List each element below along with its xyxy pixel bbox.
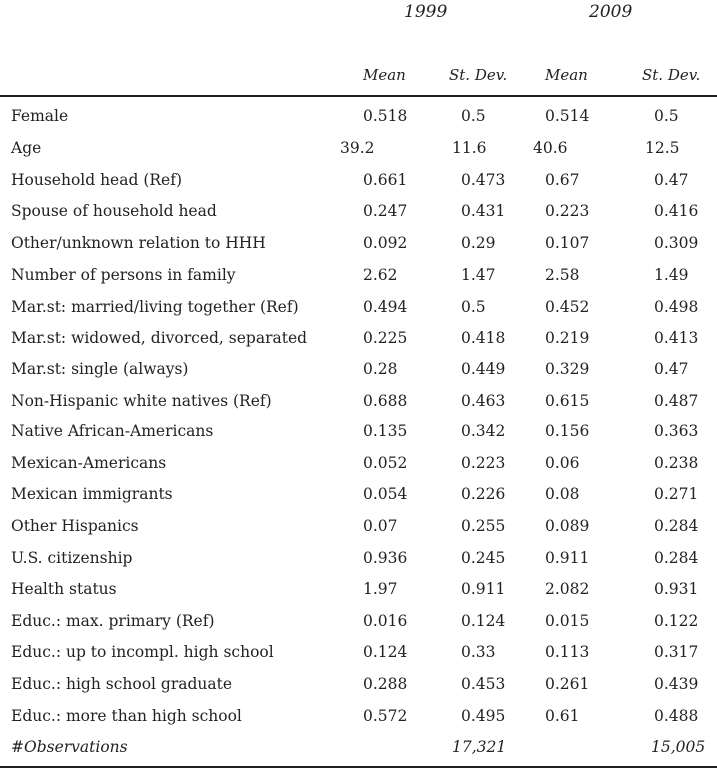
cell-mean-1999: 0.247 bbox=[363, 202, 408, 220]
cell-stdev-1999: 0.418 bbox=[461, 329, 506, 347]
cell-mean-1999: 1.97 bbox=[363, 580, 398, 598]
cell-stdev-2009: 0.309 bbox=[654, 234, 699, 252]
cell-mean-1999: 0.28 bbox=[363, 360, 398, 378]
table-row bbox=[0, 675, 717, 699]
table-row bbox=[0, 485, 717, 509]
row-label: Female bbox=[11, 107, 69, 125]
cell-mean-2009: 0.219 bbox=[545, 329, 590, 347]
cell-mean-2009: 0.615 bbox=[545, 392, 590, 410]
cell-mean-1999: 0.494 bbox=[363, 298, 408, 316]
cell-stdev-2009: 0.439 bbox=[654, 675, 699, 693]
column-header-stdev-2009: St. Dev. bbox=[642, 66, 701, 84]
cell-stdev-1999: 11.6 bbox=[452, 139, 487, 157]
row-label: Educ.: up to incompl. high school bbox=[11, 643, 274, 661]
cell-mean-2009: 0.514 bbox=[545, 107, 590, 125]
cell-mean-2009: 0.08 bbox=[545, 485, 580, 503]
cell-mean-1999: 0.054 bbox=[363, 485, 408, 503]
cell-mean-2009: 0.156 bbox=[545, 422, 590, 440]
column-header-mean-1999: Mean bbox=[363, 66, 406, 84]
cell-mean-2009: 40.6 bbox=[533, 139, 568, 157]
row-label: Non-Hispanic white natives (Ref) bbox=[11, 392, 272, 410]
cell-stdev-1999: 0.5 bbox=[461, 107, 486, 125]
cell-stdev-2009: 0.47 bbox=[654, 360, 689, 378]
cell-mean-1999: 0.518 bbox=[363, 107, 408, 125]
cell-stdev-1999: 0.33 bbox=[461, 643, 496, 661]
cell-stdev-2009: 0.931 bbox=[654, 580, 699, 598]
cell-stdev-2009: 0.5 bbox=[654, 107, 679, 125]
row-label: Mar.st: single (always) bbox=[11, 360, 189, 378]
table-row bbox=[0, 549, 717, 573]
row-label: Number of persons in family bbox=[11, 266, 236, 284]
cell-stdev-1999: 0.255 bbox=[461, 517, 506, 535]
row-label: Educ.: more than high school bbox=[11, 707, 242, 725]
table-row bbox=[0, 422, 717, 446]
cell-mean-1999: 0.07 bbox=[363, 517, 398, 535]
cell-mean-1999: 0.572 bbox=[363, 707, 408, 725]
cell-stdev-2009: 0.238 bbox=[654, 454, 699, 472]
observations-label: #Observations bbox=[11, 738, 128, 756]
cell-mean-2009: 0.261 bbox=[545, 675, 590, 693]
column-header-mean-2009: Mean bbox=[545, 66, 588, 84]
row-label: Other/unknown relation to HHH bbox=[11, 234, 266, 252]
cell-mean-2009: 0.61 bbox=[545, 707, 580, 725]
cell-mean-1999: 0.092 bbox=[363, 234, 408, 252]
observations-2009: 15,005 bbox=[651, 738, 706, 756]
cell-stdev-2009: 0.363 bbox=[654, 422, 699, 440]
row-label: Age bbox=[11, 139, 42, 157]
cell-mean-1999: 0.288 bbox=[363, 675, 408, 693]
column-header-stdev-1999: St. Dev. bbox=[449, 66, 508, 84]
table-row bbox=[0, 202, 717, 226]
cell-stdev-1999: 0.124 bbox=[461, 612, 506, 630]
table-row bbox=[0, 360, 717, 384]
cell-stdev-1999: 0.245 bbox=[461, 549, 506, 567]
cell-stdev-1999: 0.911 bbox=[461, 580, 506, 598]
cell-mean-1999: 0.688 bbox=[363, 392, 408, 410]
row-label: Educ.: max. primary (Ref) bbox=[11, 612, 215, 630]
table-row bbox=[0, 107, 717, 131]
cell-stdev-1999: 1.47 bbox=[461, 266, 496, 284]
table-row bbox=[0, 298, 717, 322]
cell-mean-2009: 0.452 bbox=[545, 298, 590, 316]
row-label: Household head (Ref) bbox=[11, 171, 182, 189]
cell-mean-2009: 0.089 bbox=[545, 517, 590, 535]
cell-stdev-2009: 0.487 bbox=[654, 392, 699, 410]
row-label: Mexican-Americans bbox=[11, 454, 167, 472]
cell-mean-2009: 0.911 bbox=[545, 549, 590, 567]
row-label: Mar.st: married/living together (Ref) bbox=[11, 298, 299, 316]
table-row bbox=[0, 266, 717, 290]
cell-stdev-1999: 0.5 bbox=[461, 298, 486, 316]
cell-stdev-1999: 0.431 bbox=[461, 202, 506, 220]
observations-1999: 17,321 bbox=[452, 738, 507, 756]
cell-mean-1999: 0.016 bbox=[363, 612, 408, 630]
cell-stdev-1999: 0.463 bbox=[461, 392, 506, 410]
cell-mean-1999: 0.661 bbox=[363, 171, 408, 189]
cell-mean-1999: 0.225 bbox=[363, 329, 408, 347]
cell-stdev-2009: 0.416 bbox=[654, 202, 699, 220]
row-label: Native African-Americans bbox=[11, 422, 214, 440]
cell-stdev-1999: 0.223 bbox=[461, 454, 506, 472]
cell-stdev-2009: 0.498 bbox=[654, 298, 699, 316]
row-label: U.S. citizenship bbox=[11, 549, 133, 567]
table-row bbox=[0, 517, 717, 541]
cell-stdev-1999: 0.29 bbox=[461, 234, 496, 252]
cell-stdev-1999: 0.226 bbox=[461, 485, 506, 503]
cell-stdev-2009: 12.5 bbox=[645, 139, 680, 157]
table-row bbox=[0, 171, 717, 195]
cell-stdev-1999: 0.342 bbox=[461, 422, 506, 440]
cell-mean-2009: 2.082 bbox=[545, 580, 590, 598]
cell-stdev-1999: 0.495 bbox=[461, 707, 506, 725]
bottom-rule bbox=[0, 766, 717, 768]
cell-stdev-2009: 0.271 bbox=[654, 485, 699, 503]
cell-stdev-1999: 0.449 bbox=[461, 360, 506, 378]
header-rule bbox=[0, 95, 717, 97]
cell-mean-2009: 0.107 bbox=[545, 234, 590, 252]
table-row bbox=[0, 643, 717, 667]
cell-mean-2009: 0.113 bbox=[545, 643, 590, 661]
cell-mean-1999: 0.936 bbox=[363, 549, 408, 567]
cell-mean-1999: 0.135 bbox=[363, 422, 408, 440]
cell-mean-2009: 0.06 bbox=[545, 454, 580, 472]
observations-row bbox=[0, 738, 717, 762]
table-row bbox=[0, 329, 717, 353]
cell-mean-2009: 2.58 bbox=[545, 266, 580, 284]
year-header-2009: 2009 bbox=[589, 2, 633, 22]
table-row bbox=[0, 392, 717, 416]
cell-mean-2009: 0.329 bbox=[545, 360, 590, 378]
cell-stdev-1999: 0.473 bbox=[461, 171, 506, 189]
table-row bbox=[0, 580, 717, 604]
cell-stdev-2009: 1.49 bbox=[654, 266, 689, 284]
cell-stdev-2009: 0.122 bbox=[654, 612, 699, 630]
table-row bbox=[0, 234, 717, 258]
cell-mean-2009: 0.67 bbox=[545, 171, 580, 189]
table-row bbox=[0, 139, 717, 163]
cell-mean-1999: 0.052 bbox=[363, 454, 408, 472]
table-row bbox=[0, 612, 717, 636]
row-label: Mexican immigrants bbox=[11, 485, 173, 503]
cell-stdev-2009: 0.284 bbox=[654, 517, 699, 535]
cell-stdev-2009: 0.488 bbox=[654, 707, 699, 725]
cell-stdev-2009: 0.317 bbox=[654, 643, 699, 661]
row-label: Other Hispanics bbox=[11, 517, 139, 535]
table-row bbox=[0, 707, 717, 731]
year-header-1999: 1999 bbox=[404, 2, 448, 22]
cell-stdev-2009: 0.47 bbox=[654, 171, 689, 189]
cell-mean-1999: 39.2 bbox=[340, 139, 375, 157]
row-label: Health status bbox=[11, 580, 117, 598]
cell-stdev-2009: 0.284 bbox=[654, 549, 699, 567]
cell-mean-1999: 0.124 bbox=[363, 643, 408, 661]
row-label: Spouse of household head bbox=[11, 202, 217, 220]
cell-mean-1999: 2.62 bbox=[363, 266, 398, 284]
table-row bbox=[0, 454, 717, 478]
row-label: Educ.: high school graduate bbox=[11, 675, 233, 693]
row-label: Mar.st: widowed, divorced, separated bbox=[11, 329, 308, 347]
cell-mean-2009: 0.223 bbox=[545, 202, 590, 220]
cell-stdev-2009: 0.413 bbox=[654, 329, 699, 347]
cell-stdev-1999: 0.453 bbox=[461, 675, 506, 693]
cell-mean-2009: 0.015 bbox=[545, 612, 590, 630]
